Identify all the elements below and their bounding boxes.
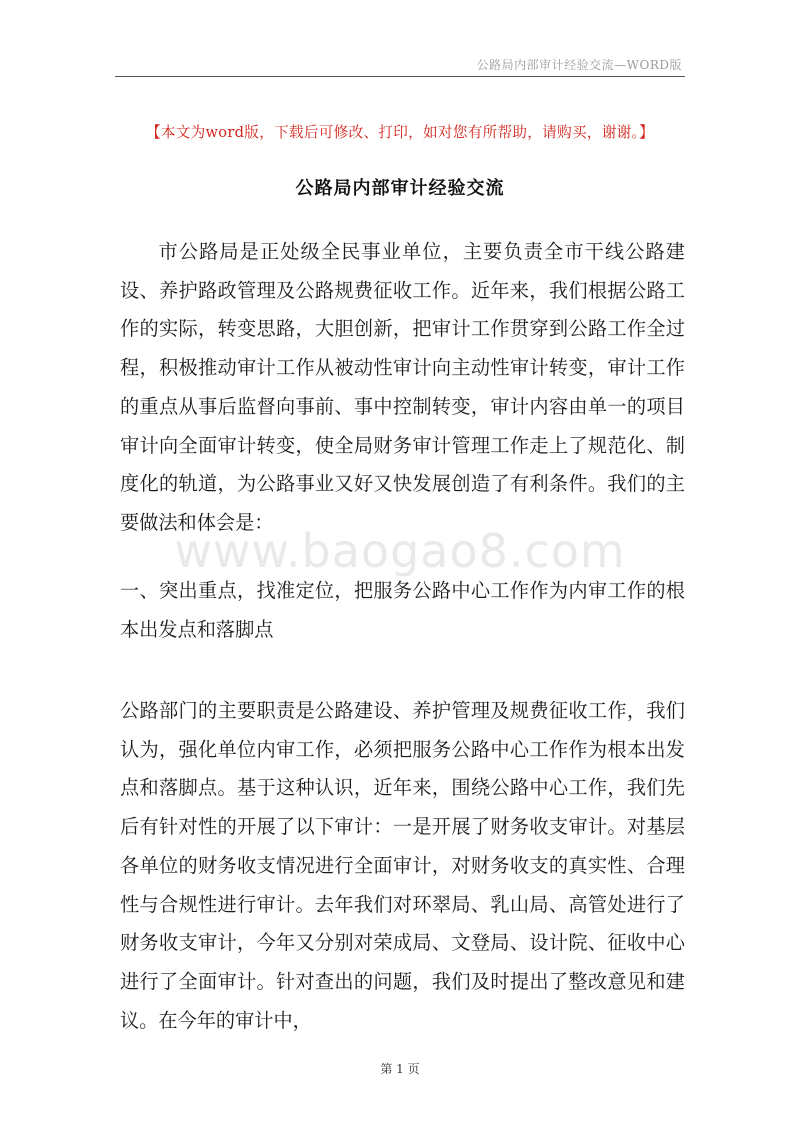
watermark-text: www.baogao8.com — [174, 524, 626, 578]
document-title: 公路局内部审计经验交流 — [295, 178, 505, 199]
header-divider — [115, 76, 685, 77]
intro-paragraph: 市公路局是正处级全民事业单位，主要负责全市干线公路建设、养护路政管理及公路规费征收工作。近年来，我们根据公路工作的实际，转变思路，大胆创新，把审计工作贯穿到公路工作全过程，积极推动审计工作从被动性审计向主动性审计转变，审计工作的重点从事后监督向事前、事中控制转变，审计内容由单一的项目审计向全面审计转变，使全局财务审计管理工作走上了规范化、制度化的轨道，为公路事业又好又快发展创造了有利条件。我们的主要做法和体会是： — [120, 240, 685, 534]
page-number: 第 1 页 — [380, 1062, 420, 1076]
section-heading: 一、突出重点，找准定位，把服务公路中心工作作为内审工作的根本出发点和落脚点 — [120, 579, 685, 641]
body-paragraph: 公路部门的主要职责是公路建设、养护管理及规费征收工作，我们认为，强化单位内审工作，必须把服务公路中心工作作为根本出发点和落脚点。基于这种认识，近年来，围绕公路中心工作，我们先后有针对性的开展了以下审计：一是开展了财务收支审计。对基层各单位的财务收支情况进行全面审计，对财务收支的真实性、合理性与合规性进行审计。去年我们对环翠局、乳山局、高管处进行了财务收支审计，今年又分别对荣成局、文登局、设计院、征收中心进行了全面审计。针对查出的问题，我们及时提出了整改意见和建议。在今年的审计中， — [120, 699, 685, 1032]
purchase-notice: 【本文为word版，下载后可修改、打印，如对您有所帮助，请购买，谢谢。】 — [145, 124, 655, 141]
running-header: 公路局内部审计经验交流—WORD版 — [476, 58, 682, 72]
